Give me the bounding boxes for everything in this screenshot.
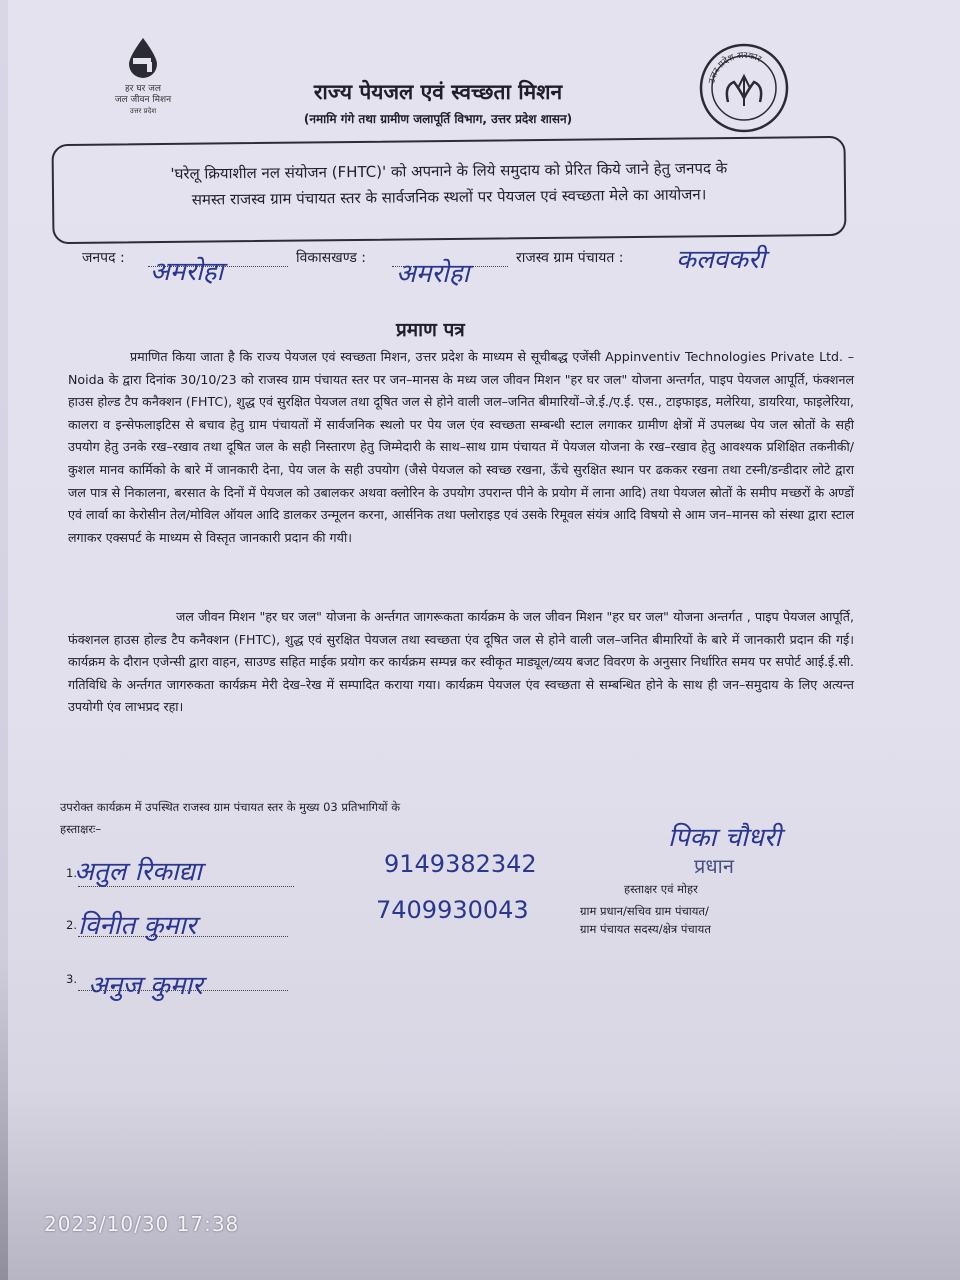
notice-line-1: 'घरेलू क्रियाशील नल संयोजन (FHTC)' को अपनाने के लिये समुदाय को प्रेरित किये जाने हेतु जनपद के	[170, 159, 728, 183]
participants-intro: उपरोक्त कार्यक्रम में उपस्थित राजस्व ग्राम पंचायत स्तर के मुख्य 03 प्रतिभागियों के	[60, 800, 401, 814]
logo-line-1: हर घर जल	[125, 84, 161, 94]
certificate-paragraph-1: प्रमाणित किया जाता है कि राज्य पेयजल एवं स्वच्छता मिशन, उत्तर प्रदेश के माध्यम से सूचीबद्ध एजेंसी Appinventiv Technologies Private Ltd. – Noida के द्वारा दिनांक 30/10/23 को राजस्व ग्राम पंचायत स्तर पर जन–मानस के मध्य जल जीवन मिशन "हर घर जल" योजना अन्तर्गत, पाइप पेयजल आपूर्ति, फंक्शनल हाउस होल्ड टैप कनैक्शन (FHTC), शुद्ध एवं सुरक्षित पेयजल तथा दूषित जल से होने वाली जल–जनित बीमारियों–जे.ई./ए.ई. एस., टाइफाइड, मलेरिया, डायरिया, फाइलेरिया, कालरा व इन्सेफलाइटिस से बचाव हेतु ग्राम पंचायतों में सार्वजनिक स्थलो पर पेय जल एंव स्वच्छता सम्बन्धी स्टाल लगाकर ग्रामीण क्षेत्रों में उपलब्ध पेय जल स्रोतों के सही उपयोग हेतु उनके रख–रखाव तथा दूषित जल के सही निस्तारण हेतु जिम्मेदारी के साथ–साथ ग्राम पंचायत में पेयजल योजना के रख–रखाव हेतु आवश्यक प्रशिक्षित तकनीकी/कुशल मानव कार्मिको के बारे में जानकारी देना, पेय जल के सही उपयोग (जैसे पेयजल को स्वच्छ रखना, ऊँचे सुरक्षित स्थान पर ढककर रखना तथा टस्नी/डन्डीदार लोटे द्वारा जल पात्र से निकालना, बरसात के दिनों में पेयजल को उबालकर अथवा क्लोरिन के उपयोग उपरान्त पीने के प्रयोग में लाना आदि) तथा पेयजल स्रोतों के समीप मच्छरों के अण्डों एवं लार्वा का केरोसीन तेल/मोविल ऑयल आदि डालकर उन्मूलन करना, आर्सनिक तथा फ्लोराइड एवं उसके रिमूवल संयंत्र आदि विषयो से आम जन–मानस को संस्था द्वारा स्टाल लगाकर एक्सपर्ट के माध्यम से विस्तृत जानकारी प्रदान की गयी।	[68, 349, 854, 545]
participant-signature: अनुज कुमार	[88, 971, 203, 1001]
participants-intro-2: हस्ताक्षरः–	[60, 822, 102, 836]
logo-line-3: उत्तर प्रदेश	[129, 107, 157, 115]
notice-line-2: समस्त राजस्व ग्राम पंचायत स्तर के सार्वजनिक स्थलों पर पेयजल एवं स्वच्छता मेले का आयोजन।	[191, 185, 707, 209]
water-drop-tap-icon	[121, 36, 165, 80]
svg-text:उत्तर प्रदेश सरकार: उत्तर प्रदेश सरकार	[707, 50, 763, 85]
panchayat-value: कलवकरी	[676, 245, 766, 275]
up-emblem-icon	[698, 42, 790, 134]
logo-line-2: जल जीवन मिशन	[114, 95, 172, 105]
signatory-role-2: ग्राम पंचायत सदस्य/क्षेत्र पंचायत	[580, 922, 711, 936]
photo-timestamp: 2023/10/30 17:38	[44, 1212, 240, 1236]
up-govt-emblem	[698, 42, 790, 134]
participant-number: 3.	[66, 972, 77, 986]
pradhan-stamp: प्रधान	[694, 854, 734, 878]
certificate-heading: प्रमाण पत्र	[396, 319, 465, 341]
page-title: राज्य पेयजल एवं स्वच्छता मिशन	[313, 80, 563, 104]
block-value: अमरोहा	[396, 259, 470, 289]
notice-box	[51, 136, 846, 244]
block-label: विकासखण्ड :	[296, 250, 367, 266]
district-label: जनपद :	[82, 250, 125, 266]
certificate-paragraph-2: जल जीवन मिशन "हर घर जल" योजना के अर्न्तगत जागरूकता कार्यक्रम के जल जीवन मिशन "हर घर जल" योजना अन्तर्गत , पाइप पेयजल आपूर्ति, फंक्शनल हाउस होल्ड टैप कनैक्शन (FHTC), शुद्ध एवं सुरक्षित पेयजल तथा स्वच्छता एंव दूषित जल से होने वाली जल–जनित बीमारियों के बारे में जानकारी प्रदान की गई। कार्यक्रम के दौरान एजेन्सी द्वारा वाहन, साउण्ड सहित माईक प्रयोग कर कार्यक्रम सम्पन्न कर स्वीकृत माड्यूल/व्यय बजट विवरण के अनुसार निर्धारित समय पर सपोर्ट आई.ई.सी. गतिविधि के अर्न्तगत जागरुकता कार्यक्रम मेरी देख–रेख में सम्पादित कराया गया। कार्यक्रम पेयजल एंव स्वच्छता से सम्बन्धित होने के साथ ही जन–समुदाय के लिए अत्यन्त उपयोगी एंव लाभप्रद रहा।	[68, 609, 854, 715]
signatory-role-1: ग्राम प्रधान/सचिव ग्राम पंचायत/	[580, 904, 709, 918]
participant-number: 2.	[66, 918, 77, 932]
pradhan-signature: पिका चौधरी	[668, 823, 782, 853]
signatory-label: हस्ताक्षर एवं मोहर	[624, 882, 698, 896]
panchayat-label: राजस्व ग्राम पंचायत :	[516, 250, 624, 266]
participant-signature: अतुल रिकाद्या	[74, 857, 202, 887]
district-value: अमरोहा	[150, 257, 224, 287]
participant-phone: 7409930043	[376, 896, 529, 924]
page-subtitle: (नमामि गंगे तथा ग्रामीण जलापूर्ति विभाग, उत्तर प्रदेश शासन)	[303, 112, 573, 126]
har-ghar-jal-logo	[108, 36, 178, 117]
document-page	[8, 0, 960, 1280]
participant-number: 1.	[66, 866, 77, 880]
participant-phone: 9149382342	[384, 850, 537, 878]
participant-signature: विनीत कुमार	[78, 911, 197, 941]
